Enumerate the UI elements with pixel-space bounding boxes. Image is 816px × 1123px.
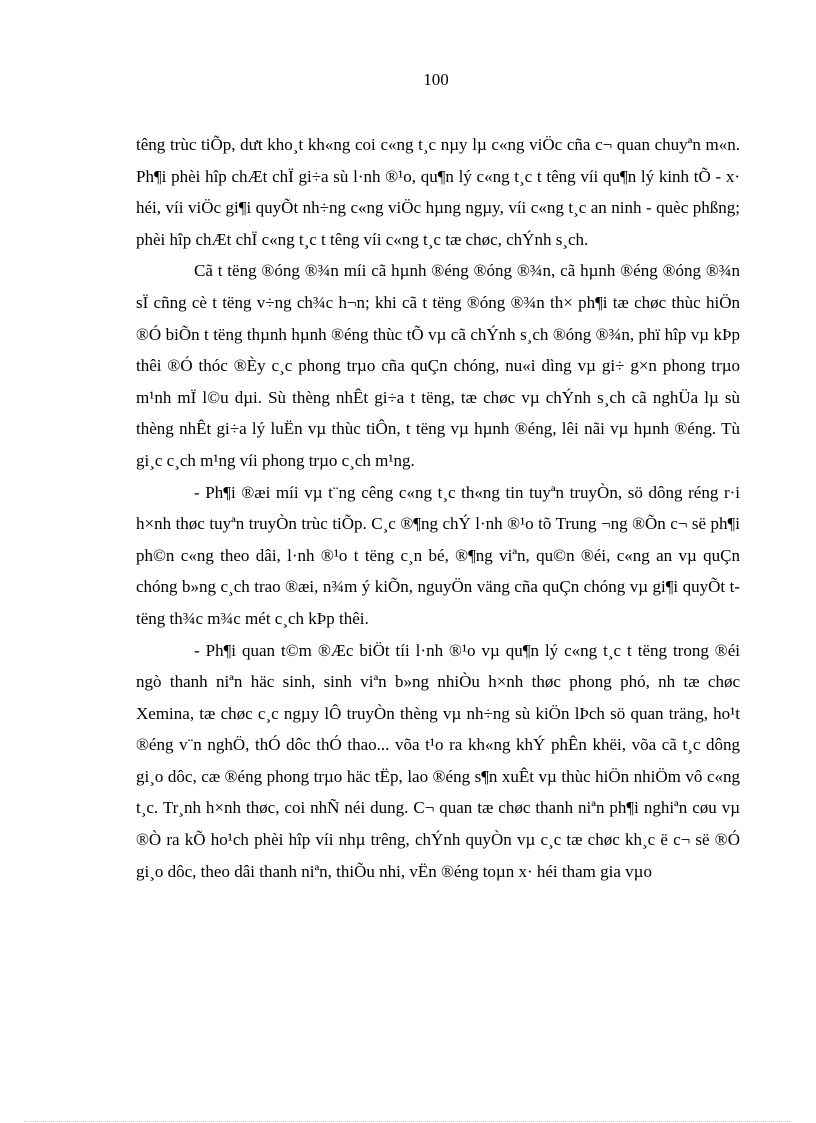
paragraph-3: - Ph¶i ®æi míi vµ t¨ng cêng c«ng t¸c th«ng tin tuyªn truyÒn, sö dông réng r·i h×nh thøc tuyªn truyÒn trùc tiÕp. C¸c ®¶ng chÝ l·nh ®¹o tõ Trung ¬ng ®Õn c¬ së ph¶i ph©n c«ng theo dâi, l·nh ®¹o t tëng c¸n bé, ®¶ng viªn, qu©n ®éi, c«ng an vµ quÇn chóng b»ng c¸ch trao ®æi, n¾m ý kiÕn, nguyÖn väng cña quÇn chóng vµ gi¶i quyÕt t tëng th¾c m¾c mét c¸ch kÞp thêi. xyxy=(136,482,740,628)
paragraph-2: Cã t tëng ®óng ®¾n míi cã hµnh ®éng ®óng ®¾n, cã hµnh ®éng ®óng ®¾n sÏ cñng cè t tëng v÷ng ch¾c h¬n; khi cã t tëng ®óng ®¾n th× ph¶i tæ chøc thùc hiÖn ®Ó biÕn t tëng thµnh hµnh ®éng thùc tÕ vµ cã chÝnh s¸ch ®óng ®¾n, phï hîp vµ kÞp thêi ®Ó thóc ®Èy c¸c phong trµo cña quÇn chóng, nu«i dìng vµ gi÷ g×n phong trµo m¹nh mÏ l©u dµi. Sù thèng nhÊt gi÷a t tëng, tæ chøc vµ chÝnh s¸ch cã nghÜa lµ sù thèng nhÊt gi÷a lý luËn vµ thùc tiÔn, t tëng vµ hµnh ®éng, lêi nãi vµ hµnh ®éng. Tù gi¸c c¸ch m¹ng víi phong trµo c¸ch m¹ng. xyxy=(136,261,740,470)
paragraph-4: - Ph¶i quan t©m ®Æc biÖt tíi l·nh ®¹o vµ qu¶n lý c«ng t¸c t tëng trong ®éi ngò thanh niªn häc sinh, sinh viªn b»ng nhiÒu h×nh thøc phong phó, nh tæ chøc Xemina, tæ chøc c¸c ngµy lÔ truyÒn thèng vµ nh÷ng sù kiÖn lÞch sö quan träng, ho¹t ®éng v¨n nghÖ, thÓ dôc thÓ thao... võa t¹o ra kh«ng khÝ phÊn khëi, võa cã t¸c dông gi¸o dôc, cæ ®éng phong trµo häc tËp, lao ®éng s¶n xuÊt vµ thùc hiÖn nhiÖm vô c«ng t¸c. Tr¸nh h×nh thøc, coi nhÑ néi dung. C¬ quan tæ chøc thanh niªn ph¶i nghiªn cøu vµ ®Ò ra kÕ ho¹ch phèi hîp víi nhµ trêng, chÝnh quyÒn vµ c¸c tæ chøc kh¸c ë c¬ së ®Ó gi¸o dôc, theo dâi thanh niªn, thiÕu nhi, vËn ®éng toµn x· héi tham gia vµo xyxy=(136,640,740,881)
body-text xyxy=(136,129,740,887)
page-number: 100 xyxy=(423,70,449,89)
page-bottom-divider xyxy=(24,1121,792,1122)
paragraph-1: têng trùc tiÕp, dưt kho¸t kh«ng coi c«ng t¸c nµy lµ c«ng viÖc cña c¬ quan chuyªn m«n. Ph¶i phèi hîp chÆt chÏ gi÷a sù l·nh ®¹o, qu¶n lý c«ng t¸c t têng víi qu¶n lý kinh tÕ - x· héi, víi viÖc gi¶i quyÕt nh÷ng c«ng viÖc hµng ngµy, víi c«ng t¸c an ninh - quèc phßng; phèi hîp chÆt chÏ c«ng t¸c t têng víi c«ng t¸c tæ chøc, chÝnh s¸ch. xyxy=(136,135,740,249)
